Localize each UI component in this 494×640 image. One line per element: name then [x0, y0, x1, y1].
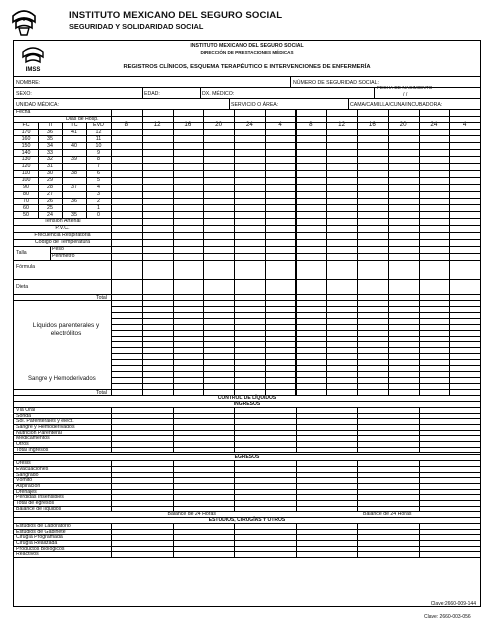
evd-value: 2 — [97, 197, 100, 204]
tc-value — [62, 177, 86, 183]
egreso-item: Pérdidas Insensibles — [16, 494, 64, 501]
evd-value: 3 — [97, 190, 100, 197]
grid-line — [14, 435, 480, 436]
date-col-line — [142, 109, 143, 122]
egreso-item: Total de egresos — [16, 499, 55, 506]
evd-value: 10 — [95, 142, 102, 149]
hour-header: 16 — [368, 121, 376, 128]
ingreso-item: Sangre y Hemoderivados — [16, 424, 75, 431]
grid-line — [234, 523, 235, 557]
grid-line — [14, 441, 480, 442]
estudio-item: Estudios de Gabinete — [16, 528, 66, 535]
ti-value: 31 — [47, 163, 53, 170]
grid-line — [111, 523, 112, 557]
date-col-line — [357, 109, 358, 122]
hour-header: 24 — [245, 121, 253, 128]
grid-line — [357, 407, 358, 452]
egreso-item: Sangrado — [16, 471, 39, 478]
grid-line — [14, 389, 480, 390]
control-liquidos-title: CONTROL DE LÍQUIDOS — [217, 395, 277, 402]
fc-value: 140 — [21, 149, 31, 156]
grid-line — [14, 279, 480, 280]
grid-line — [296, 460, 297, 511]
hour-col-line — [142, 122, 143, 395]
hour-header: 12 — [153, 121, 161, 128]
evd-value: 12 — [95, 128, 102, 135]
evd-value: 9 — [97, 149, 100, 156]
fc-value: 150 — [21, 142, 31, 149]
ingreso-item: Otros — [16, 441, 29, 447]
vital-col-header: FC — [22, 122, 30, 128]
hour-header: 24 — [430, 121, 438, 128]
dx-label: DX. MÉDICO: — [202, 91, 235, 97]
ti-value: 34 — [47, 142, 53, 149]
ti-value: 28 — [47, 184, 53, 190]
grid-line — [234, 407, 235, 452]
egreso-item: Uresis — [16, 460, 31, 467]
grid-line — [357, 523, 358, 557]
talla-label: Talla — [16, 249, 27, 256]
fc-value: 80 — [23, 190, 29, 197]
grid-line — [111, 109, 112, 122]
vital-col-header: TI — [47, 122, 53, 128]
evd-value: 7 — [97, 163, 100, 170]
ingresos-title: INGRESOS — [233, 401, 261, 408]
grid-line — [14, 534, 480, 535]
grid-line — [14, 477, 480, 478]
fecha-label: Fecha — [16, 109, 31, 115]
hour-col-line — [388, 122, 389, 395]
grid-line — [14, 300, 480, 301]
grid-line — [296, 407, 297, 452]
grid-line — [14, 523, 480, 524]
ti-value: 35 — [47, 135, 53, 142]
hour-col-line — [357, 122, 358, 395]
ti-value: 25 — [47, 204, 53, 211]
grid-line — [173, 523, 174, 557]
total-liquidos-label: Total — [96, 389, 107, 396]
grid-line — [14, 430, 480, 431]
hour-header: 8 — [124, 121, 129, 128]
grid-line — [14, 529, 480, 530]
evd-value: 1 — [97, 204, 100, 211]
grid-line — [14, 418, 480, 419]
form-header — [14, 41, 480, 77]
grid-line — [14, 407, 480, 408]
grid-line — [14, 500, 480, 501]
grid-line — [14, 413, 480, 414]
evd-value: 6 — [97, 170, 100, 177]
tension-arterial-label: Tensión Arterial — [44, 218, 81, 225]
hour-header: 20 — [399, 121, 407, 128]
estudios-title: ESTUDIOS, CIRUGÍAS Y OTROS — [208, 517, 286, 524]
tc-value — [62, 150, 86, 156]
egresos-title: EGRESOS — [234, 454, 260, 461]
grid-line — [357, 460, 358, 511]
imss-logo-text: IMSS — [25, 67, 41, 73]
form-title: REGISTROS CLÍNICOS, ESQUEMA TERAPÉUTICO E INTERVENCIONES DE ENFERMERÍA — [123, 64, 371, 70]
evd-value: 11 — [95, 135, 102, 142]
nursing-record-form — [13, 40, 481, 607]
frecuencia-respiratoria-label: Frecuencia Respiratoria — [34, 232, 91, 238]
fc-value: 90 — [23, 184, 29, 190]
estudio-item: Productos Biológicos — [16, 545, 65, 552]
sexo-label: SEXO: — [16, 91, 32, 97]
servicio-label: SERVICIO O ÁREA: — [231, 102, 279, 108]
tc-value — [62, 136, 86, 142]
hour-col-line — [203, 122, 204, 395]
ti-value: 29 — [47, 177, 53, 184]
nss-label: NÚMERO DE SEGURIDAD SOCIAL: — [293, 80, 379, 86]
peso-label: Peso — [52, 245, 64, 252]
hour-header: 20 — [215, 121, 223, 128]
date-col-line — [326, 109, 327, 122]
formula-label: Fórmula — [16, 263, 36, 270]
codigo-temperatura-label: Código de Temperatura — [34, 238, 91, 245]
balance-24h-right: Balance de 24 Horas — [363, 511, 412, 518]
sangre-hemoderivados-label: Sangre y Hemoderivados — [28, 375, 96, 382]
hour-header: 4 — [278, 121, 282, 128]
egreso-item: Evacuaciones — [16, 465, 49, 472]
grid-line — [14, 483, 480, 484]
grid-line — [14, 246, 480, 247]
perimetro-label: Perimetro — [52, 252, 75, 259]
ti-value: 33 — [47, 149, 53, 156]
grid-line — [111, 300, 112, 395]
institute-motto: SEGURIDAD Y SOLIDARIDAD SOCIAL — [69, 22, 204, 31]
total-dieta-label: Total — [96, 294, 107, 301]
grid-line — [14, 424, 480, 425]
hour-header: 12 — [338, 121, 346, 128]
hour-header: 4 — [462, 121, 467, 128]
grid-line — [14, 460, 480, 461]
grid-line — [14, 472, 480, 473]
grid-line — [14, 557, 480, 558]
cama-label: CAMA/CAMILLA/CUNA/INCUBADORA: — [350, 102, 443, 108]
estudio-item: Cirugía Programada — [16, 534, 63, 541]
unidad-label: UNIDAD MÉDICA: — [16, 102, 59, 108]
grid-line — [419, 523, 420, 557]
grid-line — [296, 109, 297, 395]
grid-line — [111, 407, 112, 452]
grid-line — [14, 260, 480, 261]
grid-line — [62, 122, 63, 218]
ti-value: 30 — [47, 170, 53, 177]
edad-label: EDAD: — [144, 91, 160, 97]
ti-value: 36 — [47, 128, 53, 135]
egreso-item: Balance de líquidos — [16, 505, 62, 512]
hour-header: 8 — [309, 121, 313, 128]
clinical-grid — [14, 109, 480, 608]
pvc-label: P.V.C. — [55, 225, 70, 232]
vital-col-header: EVD — [93, 122, 104, 128]
hour-col-line — [234, 122, 235, 395]
evd-value: 0 — [97, 211, 100, 218]
fc-value: 60 — [23, 204, 29, 211]
hour-col-line — [419, 122, 420, 395]
grid-line — [38, 122, 39, 218]
hour-col-line — [326, 122, 327, 395]
fc-value: 160 — [21, 135, 31, 142]
ingreso-item: Medicamentos — [16, 435, 50, 442]
grid-line — [111, 460, 112, 511]
grid-line — [234, 460, 235, 511]
tc-value: 41 — [71, 128, 77, 135]
ingreso-item: Nutrición Parenteral — [16, 429, 62, 436]
grid-line — [86, 122, 87, 218]
date-col-line — [265, 109, 266, 122]
grid-line — [14, 546, 480, 547]
ingreso-item: Sonda — [16, 412, 32, 419]
grid-line — [14, 540, 480, 541]
hour-col-line — [173, 122, 174, 395]
grid-line — [14, 506, 480, 507]
page-header — [10, 8, 484, 40]
estudio-item: Reactivos — [16, 551, 39, 558]
fc-value: 70 — [23, 197, 29, 204]
ingreso-item: Sol. Parenterales y elect. — [16, 418, 74, 425]
evd-value: 8 — [97, 156, 100, 163]
estudio-item: Cirugía Realizada — [16, 540, 58, 547]
fecha-nacimiento-label: FECHA DE NACIMIENTO — [377, 86, 433, 91]
tc-value — [62, 205, 86, 211]
liquidos-parenterales-label: Líquidos parenterales y electrólitos — [32, 322, 100, 338]
fecha-nacimiento-separators: / / — [403, 92, 408, 98]
tc-value: 39 — [71, 156, 77, 163]
tc-value — [62, 163, 86, 169]
fc-value: 120 — [21, 163, 31, 170]
ingreso-item: Vía Oral — [16, 407, 36, 414]
ti-value: 24 — [47, 211, 53, 218]
form-direction: DIRECCIÓN DE PRESTACIONES MÉDICAS — [200, 50, 294, 55]
form-institute: INSTITUTO MEXICANO DEL SEGURO SOCIAL — [190, 43, 304, 49]
grid-line — [14, 466, 480, 467]
balance-24h-left: Balance de 24 Horas — [167, 511, 216, 518]
imss-eagle-logo-icon — [10, 8, 38, 38]
hour-col-line — [449, 122, 450, 395]
date-col-line — [419, 109, 420, 122]
fc-value: 170 — [21, 128, 31, 135]
tc-value — [62, 191, 86, 197]
dias-hosp-label: Dias de Hosp. — [66, 116, 99, 122]
egreso-item: Drenajes — [16, 488, 37, 495]
tc-value: 35 — [71, 211, 77, 218]
hour-header: 16 — [184, 121, 192, 128]
date-col-line — [173, 109, 174, 122]
fc-value: 110 — [21, 170, 31, 177]
grid-line — [14, 452, 480, 453]
tc-value: 38 — [71, 170, 77, 177]
date-col-line — [234, 109, 235, 122]
grid-line — [14, 489, 480, 490]
grid-line — [296, 523, 297, 557]
dieta-label: Dieta — [16, 283, 29, 290]
grid-line — [419, 460, 420, 511]
ti-value: 27 — [47, 190, 53, 197]
fc-value: 130 — [21, 156, 31, 163]
ti-value: 32 — [47, 156, 53, 163]
nombre-label: NOMBRE: — [16, 80, 41, 86]
grid-line — [14, 494, 480, 495]
evd-value: 4 — [97, 184, 100, 190]
grid-line — [14, 551, 480, 552]
vital-col-header: TC — [70, 122, 78, 128]
ti-value: 26 — [47, 197, 53, 204]
grid-line — [14, 294, 480, 295]
evd-value: 5 — [97, 177, 100, 184]
grid-line — [173, 407, 174, 452]
grid-line — [419, 407, 420, 452]
inner-clave: Clave:2660-009-144 — [430, 601, 476, 607]
outer-clave: Clave: 2660-003-056 — [424, 614, 471, 620]
date-col-line — [203, 109, 204, 122]
date-col-line — [449, 109, 450, 122]
fc-value: 100 — [21, 177, 31, 184]
tc-value: 37 — [71, 184, 77, 190]
institute-title: INSTITUTO MEXICANO DEL SEGURO SOCIAL — [69, 10, 283, 21]
egreso-item: Vómito — [16, 477, 33, 484]
egreso-item: Aspiración — [16, 482, 41, 489]
grid-line — [14, 447, 480, 448]
hour-col-line — [265, 122, 266, 395]
date-col-line — [388, 109, 389, 122]
fc-value: 50 — [23, 211, 29, 218]
ingreso-item: Total Ingresos — [16, 446, 49, 453]
tc-value: 40 — [71, 142, 77, 149]
grid-line — [173, 460, 174, 511]
estudio-item: Estudios de Laboratorio — [16, 523, 71, 530]
hour-col-line — [480, 122, 481, 395]
tc-value: 36 — [71, 197, 77, 204]
